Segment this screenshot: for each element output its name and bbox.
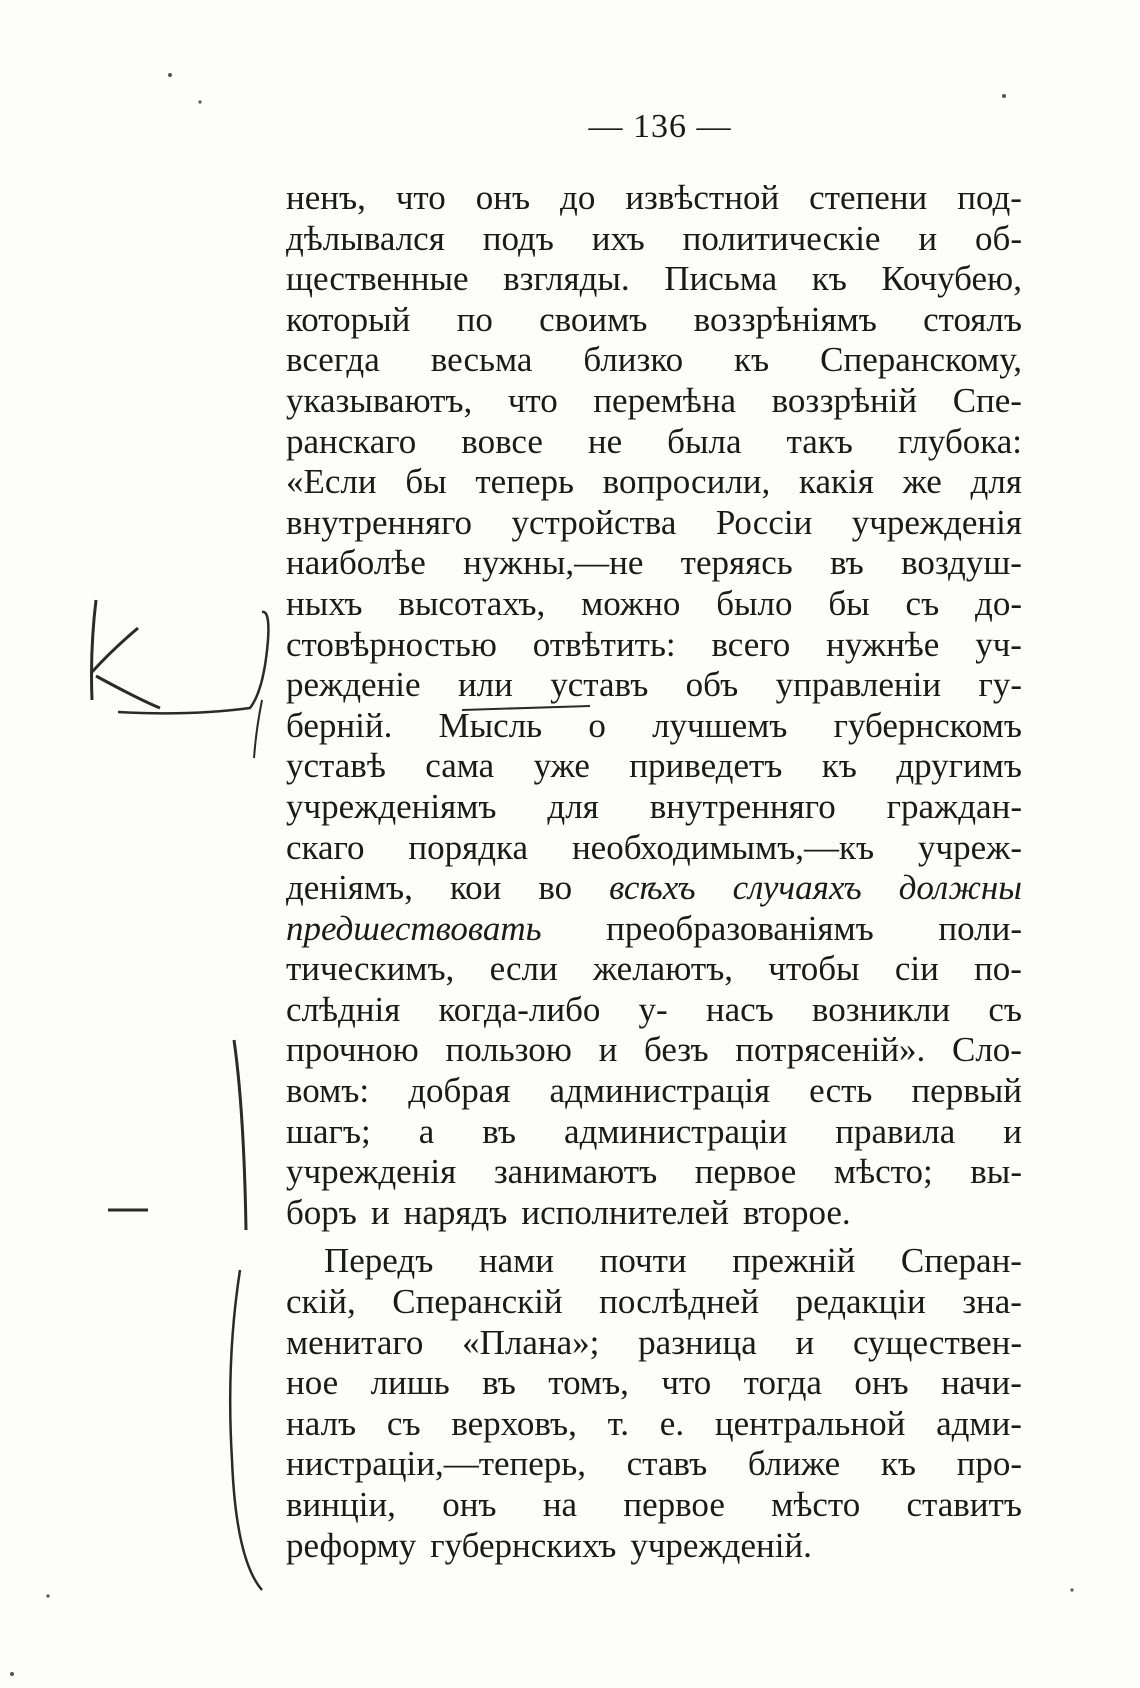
text-line bbox=[286, 1152, 1022, 1193]
word: учрежденія bbox=[286, 1152, 457, 1192]
word: деніямъ, bbox=[286, 868, 413, 908]
word: стовѣрностью bbox=[286, 624, 497, 664]
word: онъ bbox=[442, 1485, 497, 1524]
word: начи- bbox=[941, 1363, 1022, 1403]
word: второе. bbox=[742, 1192, 851, 1232]
word: т. bbox=[607, 1403, 630, 1443]
word: ставъ bbox=[626, 1444, 708, 1484]
word: объ bbox=[685, 665, 739, 705]
word: когда-либо bbox=[438, 989, 601, 1029]
word: же bbox=[902, 462, 942, 502]
word: «Если bbox=[286, 462, 377, 502]
word: въ bbox=[482, 1111, 517, 1151]
word: стоялъ bbox=[923, 299, 1022, 339]
word: лишь bbox=[370, 1363, 450, 1403]
word: порядка bbox=[408, 827, 529, 867]
word: и bbox=[795, 1322, 815, 1362]
word: пользою bbox=[445, 1030, 572, 1070]
text-line bbox=[286, 1112, 1022, 1153]
word: нужны,—не bbox=[463, 543, 644, 583]
text-line bbox=[286, 665, 1022, 706]
word: перемѣна bbox=[593, 380, 737, 420]
word: ближе bbox=[747, 1444, 841, 1484]
word: что bbox=[661, 1363, 712, 1403]
text-line bbox=[286, 300, 1022, 341]
word: добрая bbox=[408, 1071, 511, 1111]
word: про- bbox=[956, 1444, 1022, 1484]
word: первый bbox=[911, 1071, 1022, 1111]
word: который bbox=[286, 299, 411, 339]
text-line bbox=[286, 1404, 1022, 1445]
scan-speck bbox=[1002, 94, 1006, 98]
word: должны bbox=[898, 868, 1022, 908]
word: для bbox=[970, 462, 1022, 502]
scan-speck bbox=[1070, 1588, 1073, 1591]
word: первое bbox=[694, 1152, 797, 1192]
text-line bbox=[286, 1241, 1022, 1282]
word: слѣднія bbox=[286, 989, 401, 1029]
text-line bbox=[286, 1282, 1022, 1323]
word: поли- bbox=[938, 908, 1022, 948]
word: теперь bbox=[475, 462, 574, 502]
word: сіи bbox=[894, 949, 939, 989]
word: сама bbox=[425, 746, 495, 786]
text-line bbox=[286, 422, 1022, 463]
word: а bbox=[418, 1111, 435, 1151]
body-text bbox=[286, 178, 1022, 1566]
word: насъ bbox=[705, 989, 774, 1029]
word: Сперанскій bbox=[392, 1282, 563, 1322]
text-line bbox=[286, 828, 1022, 869]
word: желаютъ, bbox=[592, 949, 734, 989]
word: уставѣ bbox=[286, 746, 386, 786]
word: онъ bbox=[854, 1363, 909, 1403]
word: прочною bbox=[286, 1030, 419, 1070]
word: Россіи bbox=[715, 502, 813, 542]
word: ное bbox=[286, 1363, 339, 1403]
word: Сперанскому, bbox=[820, 340, 1022, 380]
word: извѣстной bbox=[625, 178, 780, 217]
text-line bbox=[286, 1030, 1022, 1071]
word: есть bbox=[809, 1071, 873, 1111]
word: воздуш- bbox=[901, 543, 1022, 583]
word: приведетъ bbox=[629, 746, 783, 786]
word: адми- bbox=[936, 1403, 1022, 1443]
word: и bbox=[370, 1192, 390, 1232]
word: под- bbox=[957, 178, 1022, 217]
word: устройства bbox=[511, 502, 677, 542]
word: весьма bbox=[430, 340, 533, 380]
word: и bbox=[598, 1030, 618, 1070]
word: дѣлывался bbox=[286, 218, 445, 258]
word: вомъ: bbox=[286, 1071, 370, 1111]
word: внутренняго bbox=[649, 786, 836, 826]
word: тогда bbox=[743, 1363, 822, 1403]
scan-speck bbox=[168, 73, 172, 77]
word: Сперан- bbox=[900, 1241, 1022, 1281]
text-line bbox=[286, 1071, 1022, 1112]
text-line bbox=[286, 1485, 1022, 1526]
text-line bbox=[286, 381, 1022, 422]
text-line bbox=[286, 706, 1022, 747]
word: уже bbox=[533, 746, 590, 786]
word: налъ bbox=[286, 1403, 357, 1443]
word: высотахъ, bbox=[398, 583, 546, 623]
word: взгляды. bbox=[503, 259, 630, 299]
text-line bbox=[286, 787, 1022, 828]
word: вовсе bbox=[461, 421, 543, 461]
word: правила bbox=[835, 1111, 956, 1151]
word: реформу bbox=[286, 1525, 417, 1565]
word: что bbox=[395, 178, 446, 217]
word: бы bbox=[828, 583, 870, 623]
word: ранскаго bbox=[286, 421, 417, 461]
margin-bracket-lower bbox=[230, 1270, 262, 1590]
word: случаяхъ bbox=[732, 868, 862, 908]
scan-speck bbox=[46, 1594, 49, 1597]
word: воззрѣній bbox=[771, 380, 918, 420]
word: чтобы bbox=[768, 949, 860, 989]
word: учрежденіямъ bbox=[286, 786, 497, 826]
margin-bracket-upper bbox=[118, 612, 268, 713]
word: близко bbox=[583, 340, 684, 380]
word: воззрѣніямъ bbox=[693, 299, 877, 339]
text-line bbox=[286, 949, 1022, 990]
word: е. bbox=[659, 1403, 685, 1443]
text-line bbox=[286, 1323, 1022, 1364]
word: было bbox=[716, 583, 793, 623]
word: въ bbox=[830, 543, 864, 583]
word: о bbox=[588, 705, 606, 745]
word: онъ bbox=[475, 178, 531, 217]
word: шагъ; bbox=[286, 1111, 371, 1151]
word: наиболѣе bbox=[286, 543, 426, 583]
word: лучшемъ bbox=[652, 705, 788, 745]
word: щественные bbox=[286, 259, 469, 299]
word: на bbox=[542, 1485, 578, 1524]
word: губернскихъ bbox=[430, 1525, 617, 1565]
word: къ bbox=[811, 259, 847, 299]
word: зна- bbox=[962, 1282, 1022, 1322]
word: такъ bbox=[786, 421, 853, 461]
text-line bbox=[286, 909, 1022, 950]
word: учреж- bbox=[918, 827, 1022, 867]
word: нистраціи,—теперь, bbox=[286, 1444, 586, 1484]
word: глубока: bbox=[897, 421, 1022, 461]
word: винціи, bbox=[286, 1485, 396, 1524]
word: кои bbox=[449, 868, 502, 908]
word: по- bbox=[974, 949, 1022, 989]
word: Передъ bbox=[324, 1241, 434, 1281]
margin-bracket-upper-tail bbox=[254, 700, 262, 758]
word: теряясь bbox=[680, 543, 793, 583]
word: безъ bbox=[643, 1030, 709, 1070]
word: гу- bbox=[978, 665, 1022, 705]
word: и bbox=[1003, 1111, 1022, 1151]
word: боръ bbox=[286, 1192, 357, 1232]
word: Мысль bbox=[438, 705, 543, 745]
word: скаго bbox=[286, 827, 365, 867]
word: прежній bbox=[732, 1241, 856, 1281]
word: всего bbox=[711, 624, 791, 664]
text-line bbox=[286, 584, 1022, 625]
word: отвѣтить: bbox=[532, 624, 676, 664]
word: бы bbox=[405, 462, 447, 502]
text-line bbox=[286, 259, 1022, 300]
word: режденіе bbox=[286, 665, 421, 705]
scan-speck bbox=[10, 1672, 14, 1676]
paragraph-1 bbox=[286, 178, 1022, 1233]
word: съ bbox=[988, 989, 1022, 1029]
paragraph-2 bbox=[286, 1241, 1022, 1566]
word: съ bbox=[386, 1403, 421, 1443]
word: послѣдней bbox=[599, 1282, 760, 1322]
word: томъ, bbox=[548, 1363, 629, 1403]
word: Сло- bbox=[951, 1030, 1022, 1070]
word: своимъ bbox=[539, 299, 648, 339]
word: вы- bbox=[970, 1152, 1022, 1192]
word: въ bbox=[482, 1363, 516, 1403]
word: до bbox=[560, 178, 596, 217]
word: другимъ bbox=[896, 746, 1022, 786]
word: политическіе bbox=[682, 218, 881, 258]
word: центральной bbox=[714, 1403, 906, 1443]
word: вопросили, bbox=[602, 462, 771, 502]
word: управленіи bbox=[775, 665, 942, 705]
text-line bbox=[286, 340, 1022, 381]
word: разница bbox=[638, 1322, 757, 1362]
text-line bbox=[286, 1363, 1022, 1404]
word: степени bbox=[809, 178, 928, 217]
word: менитаго bbox=[286, 1322, 424, 1362]
word: была bbox=[667, 421, 742, 461]
word: учрежденія bbox=[851, 502, 1022, 542]
word: ненъ, bbox=[286, 178, 366, 217]
word: всегда bbox=[286, 340, 380, 380]
text-line bbox=[286, 868, 1022, 909]
word: занимаютъ bbox=[493, 1152, 658, 1192]
word: необходимымъ,—къ bbox=[571, 827, 875, 867]
word: возникли bbox=[811, 989, 951, 1029]
word: администраціи bbox=[564, 1111, 788, 1151]
word: губернскомъ bbox=[833, 705, 1022, 745]
word: Спе- bbox=[952, 380, 1022, 420]
word: Письма bbox=[664, 259, 778, 299]
text-line bbox=[286, 178, 1022, 219]
margin-k-arm-lower bbox=[96, 676, 160, 708]
page-number: — 136 — bbox=[588, 108, 732, 145]
text-line bbox=[286, 1444, 1022, 1485]
text-line bbox=[286, 503, 1022, 544]
word: первое bbox=[623, 1485, 725, 1524]
word: какія bbox=[799, 462, 874, 502]
word: скій, bbox=[286, 1282, 356, 1322]
word: если bbox=[489, 949, 558, 989]
word: что bbox=[507, 380, 558, 420]
word: нами bbox=[478, 1241, 555, 1281]
word: или bbox=[457, 665, 513, 705]
text-line bbox=[286, 746, 1022, 787]
word: редакціи bbox=[795, 1282, 926, 1322]
text-line bbox=[286, 1526, 1022, 1567]
margin-k-mark bbox=[92, 600, 97, 700]
word: мѣсто bbox=[771, 1485, 861, 1524]
word: по bbox=[456, 299, 493, 339]
text-line bbox=[286, 462, 1022, 503]
word: исполнителей bbox=[521, 1192, 729, 1232]
text-line bbox=[286, 625, 1022, 666]
word: ныхъ bbox=[286, 583, 363, 623]
word: нужнѣе bbox=[826, 624, 940, 664]
word: можно bbox=[581, 583, 681, 623]
word: мѣсто; bbox=[833, 1152, 933, 1192]
word: тическимъ, bbox=[286, 949, 455, 989]
scan-speck bbox=[198, 100, 201, 103]
word: администрація bbox=[549, 1071, 771, 1111]
margin-vertical-line bbox=[234, 1040, 246, 1230]
word: учрежденій. bbox=[630, 1525, 812, 1565]
text-line bbox=[286, 1193, 1022, 1234]
word: преобразованіямъ bbox=[606, 908, 874, 948]
text-line bbox=[286, 990, 1022, 1031]
word: не bbox=[587, 421, 623, 461]
word: для bbox=[547, 786, 599, 826]
word: всѣхъ bbox=[609, 868, 696, 908]
word: съ bbox=[905, 583, 940, 623]
word: берній. bbox=[286, 705, 393, 745]
word: къ bbox=[734, 340, 770, 380]
word: ихъ bbox=[591, 218, 645, 258]
word: предшествовать bbox=[286, 908, 542, 948]
text-line bbox=[286, 543, 1022, 584]
word: верховъ, bbox=[451, 1403, 577, 1443]
word: подъ bbox=[482, 218, 554, 258]
margin-k-arm-upper bbox=[92, 628, 138, 672]
word: ставитъ bbox=[906, 1485, 1022, 1524]
word: об- bbox=[975, 218, 1022, 258]
word: къ bbox=[880, 1444, 916, 1484]
word: уч- bbox=[975, 624, 1022, 664]
word: граждан- bbox=[886, 786, 1022, 826]
word: до- bbox=[975, 583, 1022, 623]
word: «Плана»; bbox=[462, 1322, 600, 1362]
word: нарядъ bbox=[403, 1192, 508, 1232]
word: къ bbox=[821, 746, 857, 786]
word: потрясеній». bbox=[735, 1030, 926, 1070]
word: у- bbox=[638, 989, 668, 1029]
word: во bbox=[538, 868, 573, 908]
word: указываютъ, bbox=[286, 380, 473, 420]
word: Кочубею, bbox=[881, 259, 1022, 299]
word: и bbox=[918, 218, 938, 258]
word: почти bbox=[599, 1241, 687, 1281]
word: внутренняго bbox=[286, 502, 473, 542]
text-line bbox=[286, 219, 1022, 260]
word: уставъ bbox=[550, 665, 649, 705]
word: существен- bbox=[852, 1322, 1022, 1362]
